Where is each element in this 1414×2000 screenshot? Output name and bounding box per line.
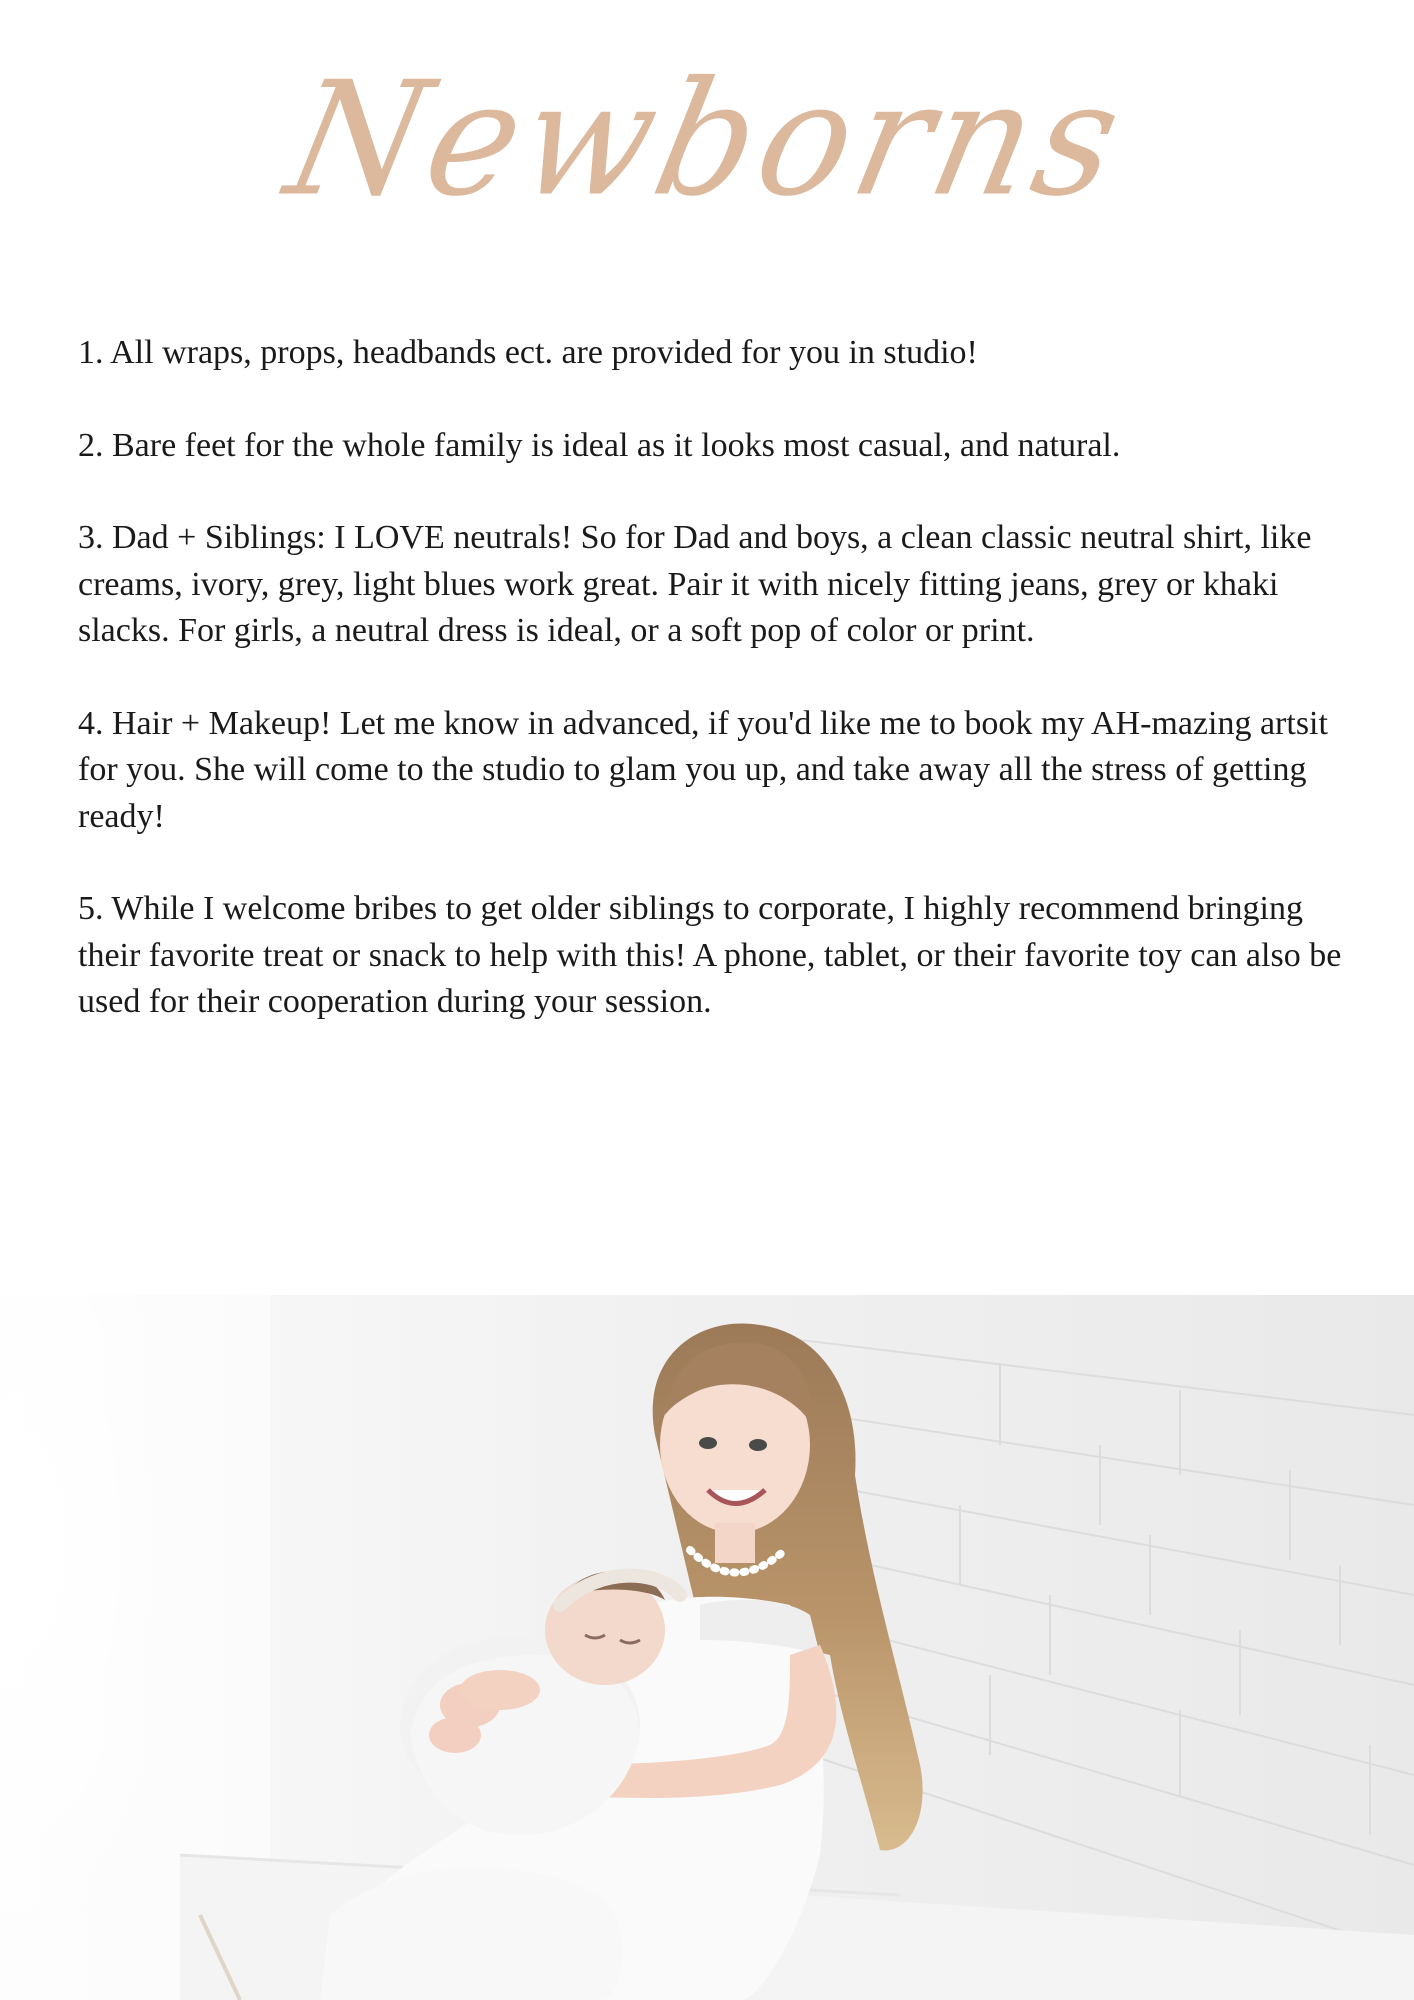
sisters-photo [0,1295,1414,2000]
title-banner [0,20,1414,260]
tips-list [78,330,1343,1072]
page-title: Newborns [273,48,1141,232]
tip-item-1: 1. All wraps, props, headbands ect. are provided for you in studio! [78,334,978,371]
tip-item-4: 4. Hair + Makeup! Let me know in advanced, if you'd like me to book my AH-mazing artsit for you. She will come to the studio to glam you up, and take away all the stress of getting ready! [78,704,1328,835]
tip-item-3: 3. Dad + Siblings: I LOVE neutrals! So for Dad and boys, a clean classic neutral shirt, like creams, ivory, grey, light blues work great. Pair it with nicely fitting jeans, grey or khaki slacks. For girls, a neutral dress is ideal, or a soft pop of color or print. [78,519,1312,649]
tip-item-5: 5. While I welcome bribes to get older siblings to corporate, I highly recommend bringing their favorite treat or snack to help with this! A phone, tablet, or their favorite toy can also be used for their cooperation during your session. [78,890,1342,1020]
tip-item-2: 2. Bare feet for the whole family is ideal as it looks most casual, and natural. [78,426,1121,464]
